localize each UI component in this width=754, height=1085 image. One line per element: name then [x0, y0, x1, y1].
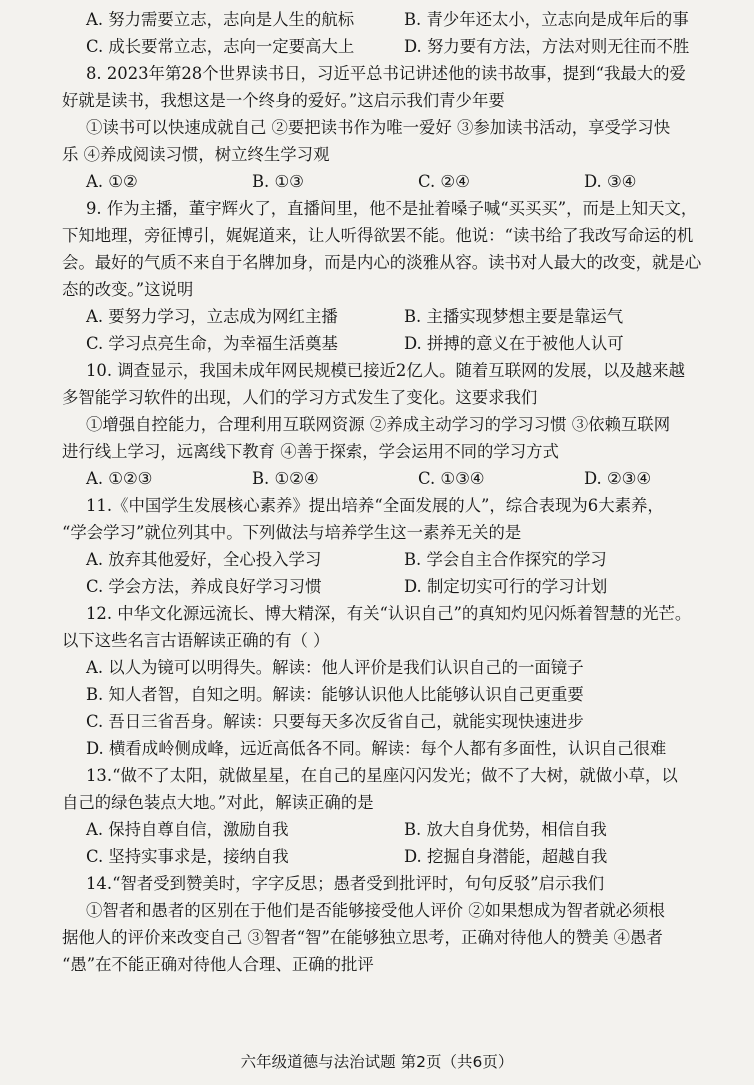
q9-option-a[interactable]: A. 要努力学习，立志成为网红主播: [86, 307, 338, 326]
q10-choices-line-2: 进行线上学习，远离线下教育 ④善于探索，学会运用不同的学习方式: [62, 442, 559, 461]
q10-stem-line-2: 多智能学习软件的出现，人们的学习方式发生了变化。这要求我们: [62, 388, 538, 407]
q12-option-d[interactable]: D. 横看成岭侧成峰，远近高低各不同。解读：每个人都有多面性，认识自己很难: [86, 739, 667, 758]
q7-options-row-1: [62, 6, 726, 33]
q9-stem-line-1: 9. 作为主播，董宇辉火了，直播间里，他不是扯着嗓子喊“买买买”，而是上知天文，: [86, 199, 698, 218]
q10-option-a[interactable]: A. ①②③: [86, 469, 153, 488]
q12-option-c[interactable]: C. 吾日三省吾身。解读：只要每天多次反省自己，就能实现快速进步: [86, 712, 584, 731]
q13-options-row-1: [62, 816, 726, 843]
q8-options-row: [62, 168, 726, 195]
q13-option-d[interactable]: D. 挖掘自身潜能，超越自我: [404, 847, 608, 866]
q7-option-c[interactable]: C. 成长要常立志，志向一定要高大上: [86, 37, 355, 56]
q13-options-row-2: [62, 843, 726, 870]
q11-stem-line-2: “学会学习”就位列其中。下列做法与培养学生这一素养无关的是: [62, 523, 522, 542]
q10-option-d[interactable]: D. ②③④: [584, 469, 652, 488]
q10-options-row: [62, 465, 726, 492]
q8-stem-line-1: 8. 2023年第28个世界读书日，习近平总书记讲述他的读书故事，提到“我最大的爱: [86, 64, 686, 83]
q9-option-b[interactable]: B. 主播实现梦想主要是靠运气: [404, 307, 624, 326]
q11-option-b[interactable]: B. 学会自主合作探究的学习: [404, 550, 607, 569]
q8-option-b[interactable]: B. ①③: [252, 172, 304, 191]
q9-stem-line-3: 会。最好的气质不来自于名牌加身，而是内心的淡雅从容。读书对人最大的改变，就是心: [62, 253, 702, 272]
q10-option-b[interactable]: B. ①②④: [252, 469, 319, 488]
q13-stem-line-1: 13.“做不了太阳，就做星星，在自己的星座闪闪发光；做不了大树，就做小草，以: [86, 766, 678, 785]
q8-option-a[interactable]: A. ①②: [86, 172, 138, 191]
q8-choices-line-2: 乐 ④养成阅读习惯，树立终生学习观: [62, 145, 330, 164]
q9-options-row-2: [62, 330, 726, 357]
q11-options-row-1: [62, 546, 726, 573]
q12-option-a[interactable]: A. 以人为镜可以明得失。解读：他人评价是我们认识自己的一面镜子: [86, 658, 584, 677]
q9-options-row-1: [62, 303, 726, 330]
q11-option-c[interactable]: C. 学会方法，养成良好学习习惯: [86, 577, 322, 596]
q11-options-row-2: [62, 573, 726, 600]
q7-options-row-2: [62, 33, 726, 60]
q10-stem-line-1: 10. 调查显示，我国未成年网民规模已接近2亿人。随着互联网的发展，以及越来越: [86, 361, 685, 380]
q9-option-c[interactable]: C. 学习点亮生命，为幸福生活奠基: [86, 334, 338, 353]
q13-option-a[interactable]: A. 保持自尊自信，激励自我: [86, 820, 289, 839]
q14-choices-line-3: “愚”在不能正确对待他人合理、正确的批评: [62, 955, 374, 974]
q12-option-b[interactable]: B. 知人者智，自知之明。解读：能够认识他人比能够认识自己更重要: [86, 685, 584, 704]
q14-choices-line-2: 据他人的评价来改变自己 ③智者“智”在能够独立思考，正确对待他人的赞美 ④愚者: [62, 928, 663, 947]
q9-option-d[interactable]: D. 拼搏的意义在于被他人认可: [404, 334, 624, 353]
q13-stem-line-2: 自己的绿色装点大地。”对此，解读正确的是: [62, 793, 374, 812]
q11-option-a[interactable]: A. 放弃其他爱好，全心投入学习: [86, 550, 322, 569]
q14-choices-line-1: ①智者和愚者的区别在于他们是否能够接受他人评价 ②如果想成为智者就必须根: [86, 901, 665, 920]
q10-option-c[interactable]: C. ①③④: [418, 469, 485, 488]
q12-stem-line-2: 以下这些名言古语解读正确的有（ ）: [62, 631, 330, 650]
q9-stem-line-2: 下知地理，旁征博引，娓娓道来，让人听得欲罢不能。他说：“读书给了我改写命运的机: [62, 226, 694, 245]
q7-option-b[interactable]: B. 青少年还太小，立志向是成年后的事: [404, 10, 689, 29]
page-footer: 六年级道德与法治试题 第2页（共6页）: [240, 1053, 514, 1071]
q13-option-b[interactable]: B. 放大自身优势，相信自我: [404, 820, 607, 839]
q8-option-c[interactable]: C. ②④: [418, 172, 470, 191]
q13-option-c[interactable]: C. 坚持实事求是，接纳自我: [86, 847, 289, 866]
q7-option-a[interactable]: A. 努力需要立志，志向是人生的航标: [86, 10, 355, 29]
q8-option-d[interactable]: D. ③④: [584, 172, 637, 191]
q10-choices-line-1: ①增强自控能力，合理利用互联网资源 ②养成主动学习的学习习惯 ③依赖互联网: [86, 415, 671, 434]
q12-stem-line-1: 12. 中华文化源远流长、博大精深，有关“认识自己”的真知灼见闪烁着智慧的光芒。: [86, 604, 692, 623]
q8-stem-line-2: 好就是读书，我想这是一个终身的爱好。”这启示我们青少年要: [62, 91, 505, 110]
q8-choices-line-1: ①读书可以快速成就自己 ②要把读书作为唯一爱好 ③参加读书活动，享受学习快: [86, 118, 671, 137]
q11-option-d[interactable]: D. 制定切实可行的学习计划: [404, 577, 608, 596]
q7-option-d[interactable]: D. 努力要有方法，方法对则无往而不胜: [404, 37, 690, 56]
q11-stem-line-1: 11.《中国学生发展核心素养》提出培养“全面发展的人”，综合表现为6大素养，: [86, 496, 664, 515]
q14-stem-line-1: 14.“智者受到赞美时，字字反思；愚者受到批评时，句句反驳”启示我们: [86, 874, 605, 893]
q9-stem-line-4: 态的改变。”这说明: [62, 280, 194, 299]
